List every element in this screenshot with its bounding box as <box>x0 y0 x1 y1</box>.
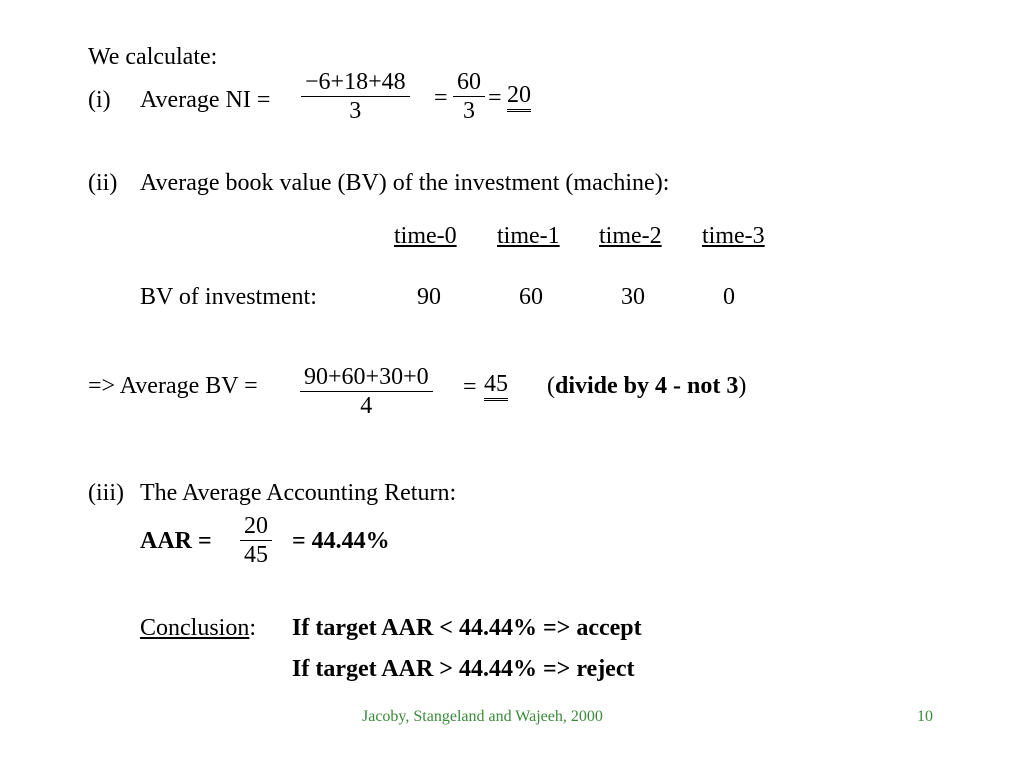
avg-ni-denominator: 3 <box>349 98 362 124</box>
avg-bv-text: => Average BV = <box>88 373 258 399</box>
avg-ni-mid-numerator: 60 <box>453 70 485 97</box>
part-iii-text: The Average Accounting Return: <box>140 480 457 506</box>
part-i-label: (i) <box>88 87 111 113</box>
avg-bv-note-bold: divide by 4 - not 3 <box>555 373 739 399</box>
conclusion-colon: : <box>249 615 257 641</box>
avg-ni-numerator: −6+18+48 <box>301 70 410 97</box>
bv-value-time-0: 90 <box>417 284 441 310</box>
bv-value-time-1: 60 <box>519 284 543 310</box>
conclusion-accept-line: If target AAR < 44.44% => accept <box>292 615 642 641</box>
aar-result: = 44.44% <box>292 528 390 554</box>
bv-label: BV of investment: <box>140 284 317 310</box>
avg-ni-mid-fraction <box>453 70 485 123</box>
part-i-text: Average NI = <box>140 87 271 113</box>
avg-bv-note-open: ( <box>547 373 555 399</box>
avg-bv-numerator: 90+60+30+0 <box>300 365 433 392</box>
bv-value-time-2: 30 <box>621 284 645 310</box>
intro-text: We calculate: <box>88 44 218 70</box>
avg-ni-result: 20 <box>507 82 531 112</box>
time-1-header: time-1 <box>497 223 560 249</box>
conclusion-reject-line: If target AAR > 44.44% => reject <box>292 656 635 682</box>
conclusion-heading <box>140 615 256 642</box>
time-0-header: time-0 <box>394 223 457 249</box>
part-ii-text: Average book value (BV) of the investment (machine): <box>140 170 670 196</box>
avg-ni-mid-denominator: 3 <box>463 98 475 124</box>
avg-ni-equals-2: = <box>488 85 502 111</box>
avg-bv-note-close: ) <box>738 373 747 399</box>
avg-bv-note <box>547 373 746 400</box>
footer-authors: Jacoby, Stangeland and Wajeeh, 2000 <box>362 708 603 725</box>
bv-value-time-3: 0 <box>723 284 735 310</box>
aar-label: AAR = <box>140 528 212 554</box>
part-ii-label: (ii) <box>88 170 118 196</box>
avg-ni-equals-1: = <box>434 85 448 111</box>
conclusion-label: Conclusion <box>140 615 250 641</box>
aar-numerator: 20 <box>240 514 272 541</box>
time-2-header: time-2 <box>599 223 662 249</box>
footer-page-number: 10 <box>917 708 933 725</box>
avg-bv-result: 45 <box>484 371 508 401</box>
part-iii-label: (iii) <box>88 480 124 506</box>
aar-denominator: 45 <box>244 542 268 568</box>
avg-bv-denominator: 4 <box>360 393 373 419</box>
time-3-header: time-3 <box>702 223 765 249</box>
avg-bv-equals: = <box>463 374 477 400</box>
aar-fraction <box>240 514 272 567</box>
avg-bv-fraction <box>300 365 433 418</box>
avg-ni-fraction <box>301 70 410 123</box>
